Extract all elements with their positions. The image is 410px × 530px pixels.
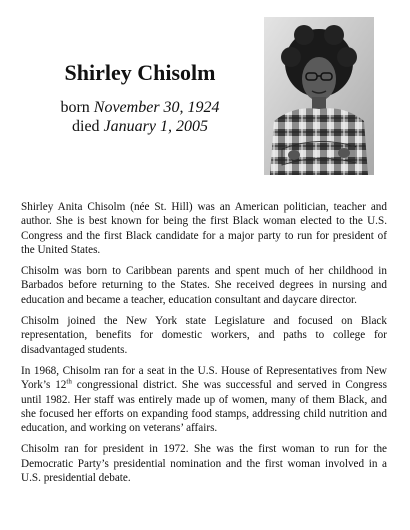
paragraph [21, 364, 387, 435]
portrait-illustration [264, 17, 374, 175]
paragraph: Chisolm ran for president in 1972. She was the first woman to run for the Democratic Party’s presidential nomination and the first woman involved in a U.S. presidential debate. [21, 443, 387, 485]
paragraph-text-before: In 1968, Chisolm ran for a seat in the U.S. House of Representatives from New York’s 12 [21, 364, 387, 392]
portrait-photo [264, 17, 374, 175]
born-line [20, 98, 260, 117]
died-date: January 1, 2005 [103, 118, 208, 135]
died-prefix: died [72, 118, 100, 135]
born-date: November 30, 1924 [93, 99, 220, 116]
paragraph: Chisolm was born to Caribbean parents and spent much of her childhood in Barbados before returning to the States. She received degrees in nursing and education and became a teacher, education consultant and daycare director. [21, 265, 387, 306]
born-prefix: born [60, 99, 90, 116]
page-title: Shirley Chisolm [64, 60, 216, 85]
life-dates [20, 98, 260, 136]
paragraph-text-after: congressional district. She was successful and served in Congress until 1982. Her staff was entirely made up of women, many of them Black, and she focused her efforts on expanding food stamps, addressing child nutrition and education, and working on veterans’ affairs. [21, 379, 387, 435]
header [0, 0, 410, 190]
biography [21, 200, 387, 492]
paragraph: Shirley Anita Chisolm (née St. Hill) was an American politician, teacher and author. She is best known for being the first Black woman elected to the U.S. Congress and the first Black candidate for a major party to run for president of the United States. [21, 201, 387, 256]
died-line [20, 117, 260, 136]
ordinal-suffix: th [66, 377, 72, 386]
paragraph: Chisolm joined the New York state Legislature and focused on Black representation, benefits for domestic workers, and paths to college for disadvantaged students. [21, 315, 387, 356]
